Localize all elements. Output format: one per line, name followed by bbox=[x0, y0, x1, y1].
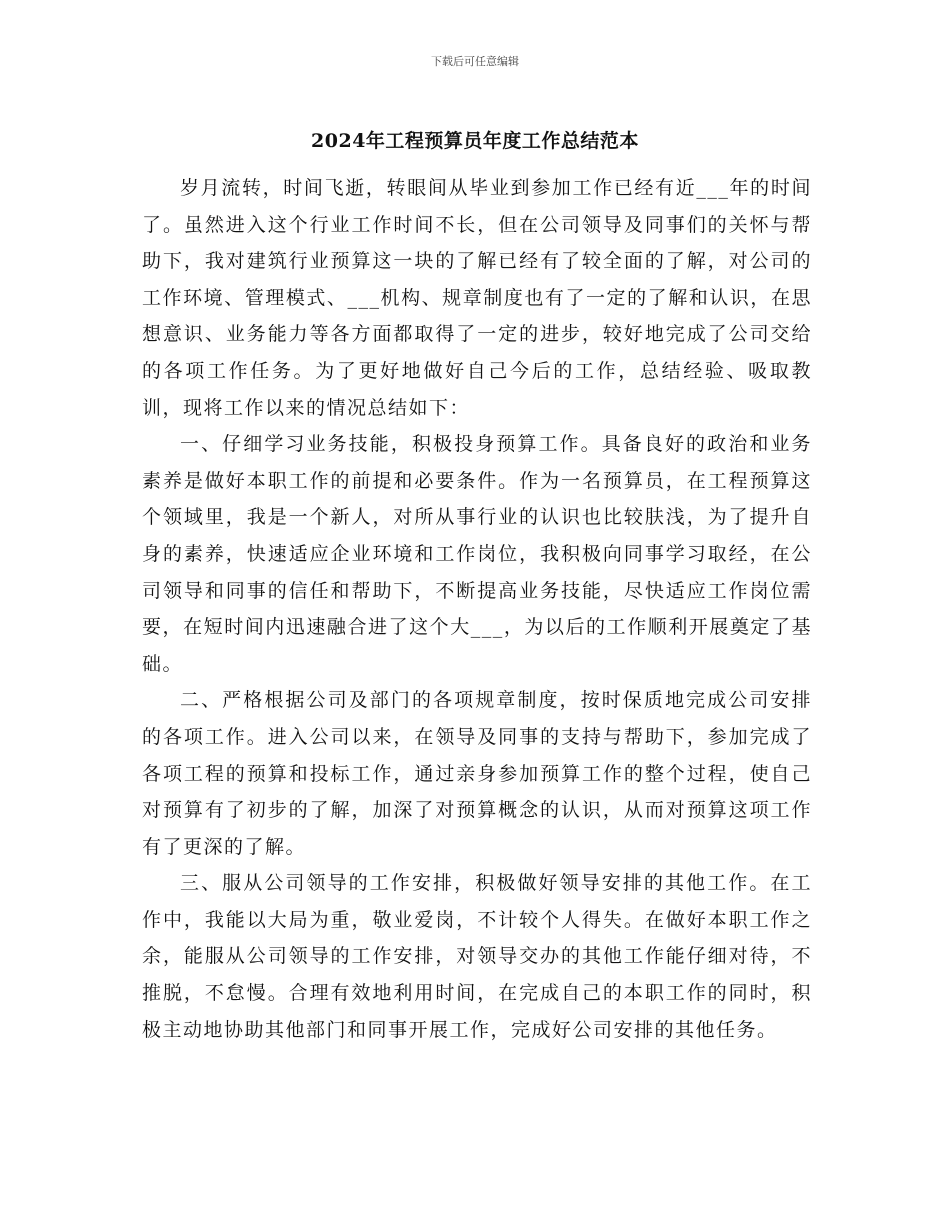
document-body bbox=[142, 170, 812, 1048]
paragraph-section-2: 二、严格根据公司及部门的各项规章制度，按时保质地完成公司安排的各项工作。进入公司以来，在领导及同事的支持与帮助下，参加完成了各项工程的预算和投标工作，通过亲身参加预算工作的整个过程，使自己对预算有了初步的了解，加深了对预算概念的认识，从而对预算这项工作有了更深的了解。 bbox=[142, 689, 812, 858]
document-title: 2024年工程预算员年度工作总结范本 bbox=[311, 130, 639, 152]
header-note: 下载后可任意编辑 bbox=[431, 55, 519, 68]
paragraph-section-1: 一、仔细学习业务技能，积极投身预算工作。具备良好的政治和业务素养是做好本职工作的前提和必要条件。作为一名预算员，在工程预算这个领域里，我是一个新人，对所从事行业的认识也比较肤浅，为了提升自身的素养，快速适应企业环境和工作岗位，我积极向同事学习取经，在公司领导和同事的信任和帮助下，不断提高业务技能，尽快适应工作岗位需要，在短时间内迅速融合进了这个大___，为以后的工作顺利开展奠定了基础。 bbox=[142, 433, 812, 675]
paragraph-section-3: 三、服从公司领导的工作安排，积极做好领导安排的其他工作。在工作中，我能以大局为重，敬业爱岗，不计较个人得失。在做好本职工作之余，能服从公司领导的工作安排，对领导交办的其他工作能仔细对待，不推脱，不怠慢。合理有效地利用时间，在完成自己的本职工作的同时，积极主动地协助其他部门和同事开展工作，完成好公司安排的其他任务。 bbox=[142, 872, 812, 1041]
paragraph-intro: 岁月流转，时间飞逝，转眼间从毕业到参加工作已经有近___年的时间了。虽然进入这个行业工作时间不长，但在公司领导及同事们的关怀与帮助下，我对建筑行业预算这一块的了解已经有了较全面的了解，对公司的工作环境、管理模式、___机构、规章制度也有了一定的了解和认识，在思想意识、业务能力等各方面都取得了一定的进步，较好地完成了公司交给的各项工作任务。为了更好地做好自己今后的工作，总结经验、吸取教训，现将工作以来的情况总结如下： bbox=[142, 177, 812, 419]
